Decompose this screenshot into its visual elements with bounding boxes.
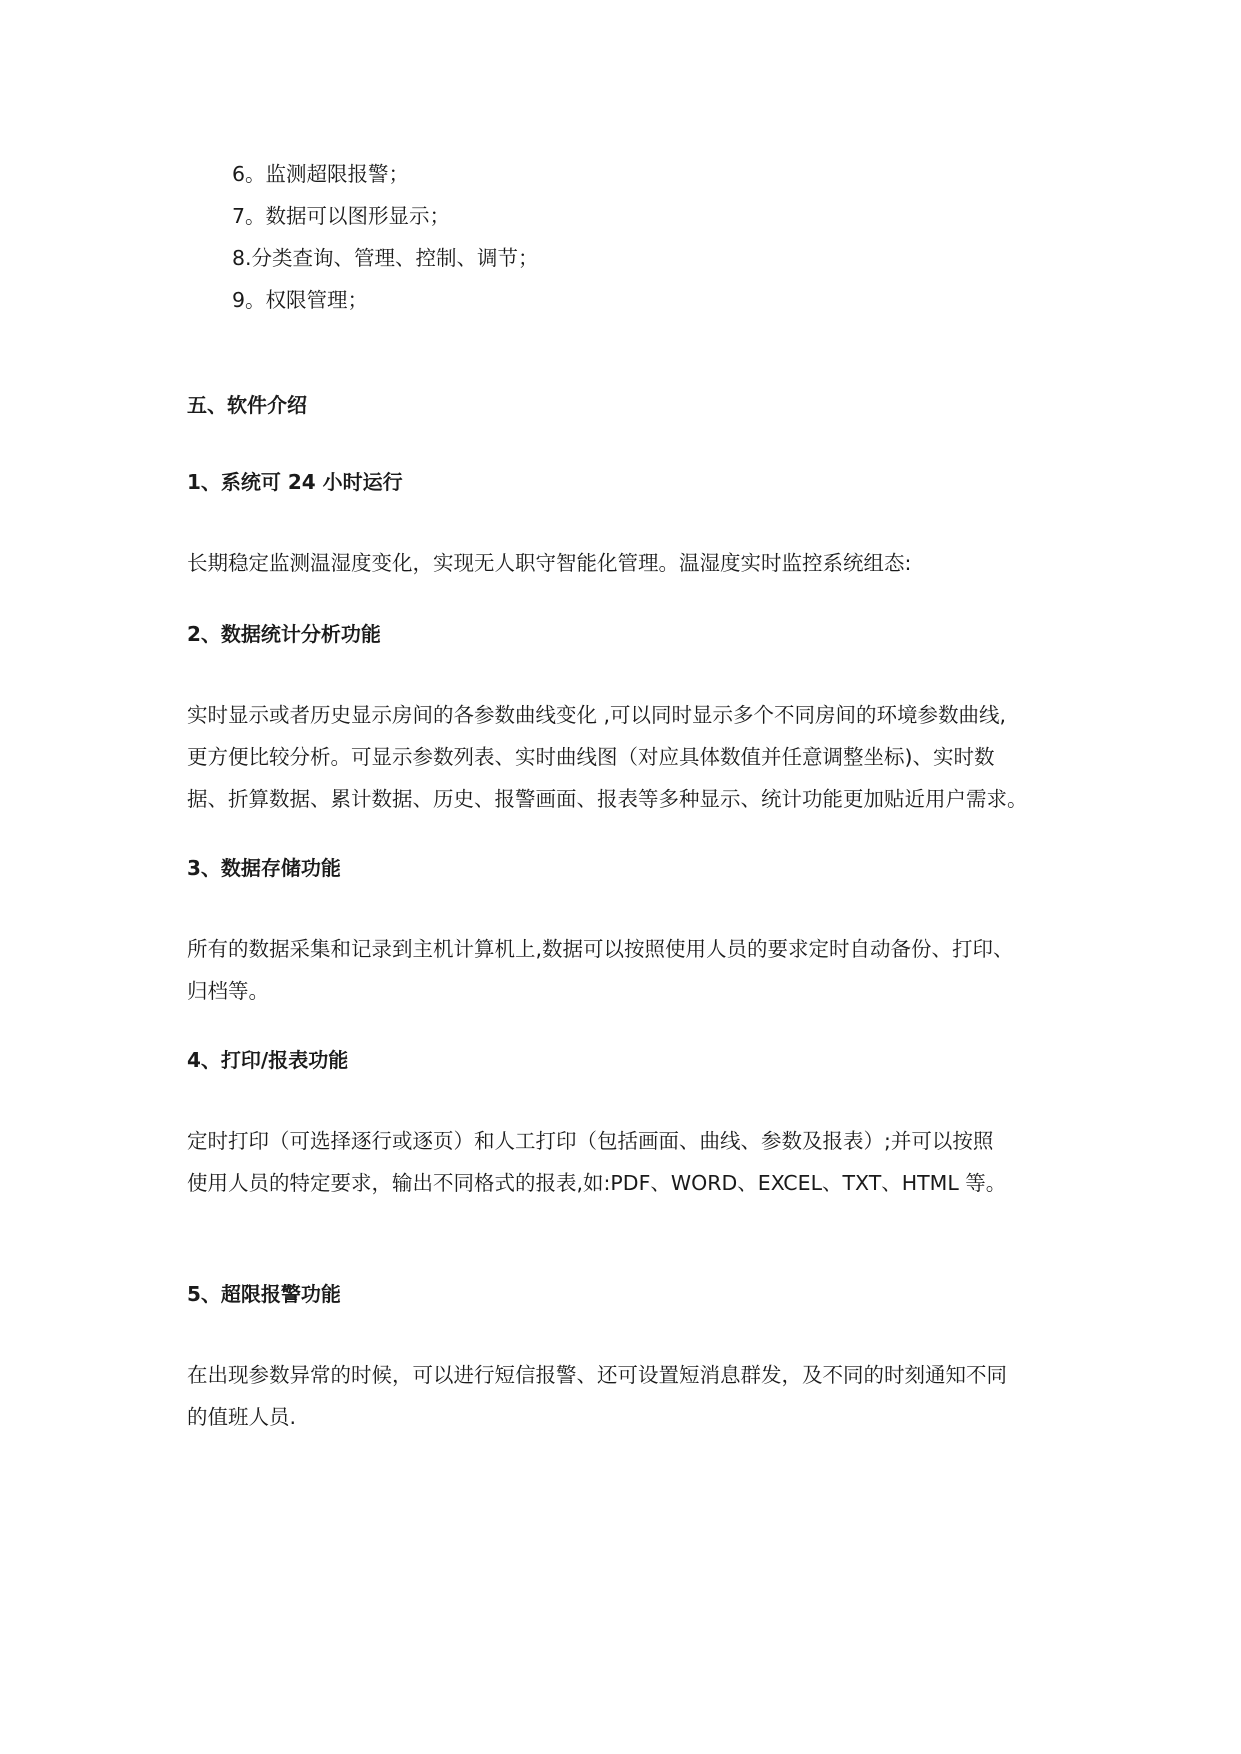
paragraph-line: 更方便比较分析。可显示参数列表、实时曲线图（对应具体数值并任意调整坐标)、实时数: [187, 745, 995, 769]
section-heading: 1、系统可 24 小时运行: [187, 470, 403, 494]
paragraph-line: 所有的数据采集和记录到主机计算机上,数据可以按照使用人员的要求定时自动备份、打印、: [187, 937, 1014, 961]
list-item: 6。监测超限报警；: [232, 162, 410, 186]
paragraph-line: 在出现参数异常的时候，可以进行短信报警、还可设置短消息群发，及不同的时刻通知不同: [187, 1363, 1007, 1387]
paragraph-line: 定时打印（可选择逐行或逐页）和人工打印（包括画面、曲线、参数及报表）;并可以按照: [187, 1129, 994, 1153]
section-heading: 2、数据统计分析功能: [187, 622, 381, 646]
paragraph-line: 长期稳定监测温湿度变化，实现无人职守智能化管理。温湿度实时监控系统组态:: [187, 551, 912, 575]
section-heading: 5、超限报警功能: [187, 1282, 341, 1306]
paragraph-line: 使用人员的特定要求，输出不同格式的报表,如:PDF、WORD、EXCEL、TXT、HTML 等。: [187, 1171, 1007, 1195]
paragraph-line: 据、折算数据、累计数据、历史、报警画面、报表等多种显示、统计功能更加贴近用户需求。: [187, 787, 1028, 811]
section-title: 五、软件介绍: [187, 393, 307, 417]
list-item: 7。数据可以图形显示；: [232, 204, 451, 228]
paragraph-line: 归档等。: [187, 979, 269, 1003]
list-item: 8.分类查询、管理、控制、调节；: [232, 246, 539, 270]
paragraph-line: 的值班人员.: [187, 1405, 297, 1429]
list-item: 9。权限管理；: [232, 288, 369, 312]
section-heading: 3、数据存储功能: [187, 856, 341, 880]
section-heading: 4、打印/报表功能: [187, 1048, 349, 1072]
paragraph-line: 实时显示或者历史显示房间的各参数曲线变化 ,可以同时显示多个不同房间的环境参数曲线,: [187, 703, 1007, 727]
